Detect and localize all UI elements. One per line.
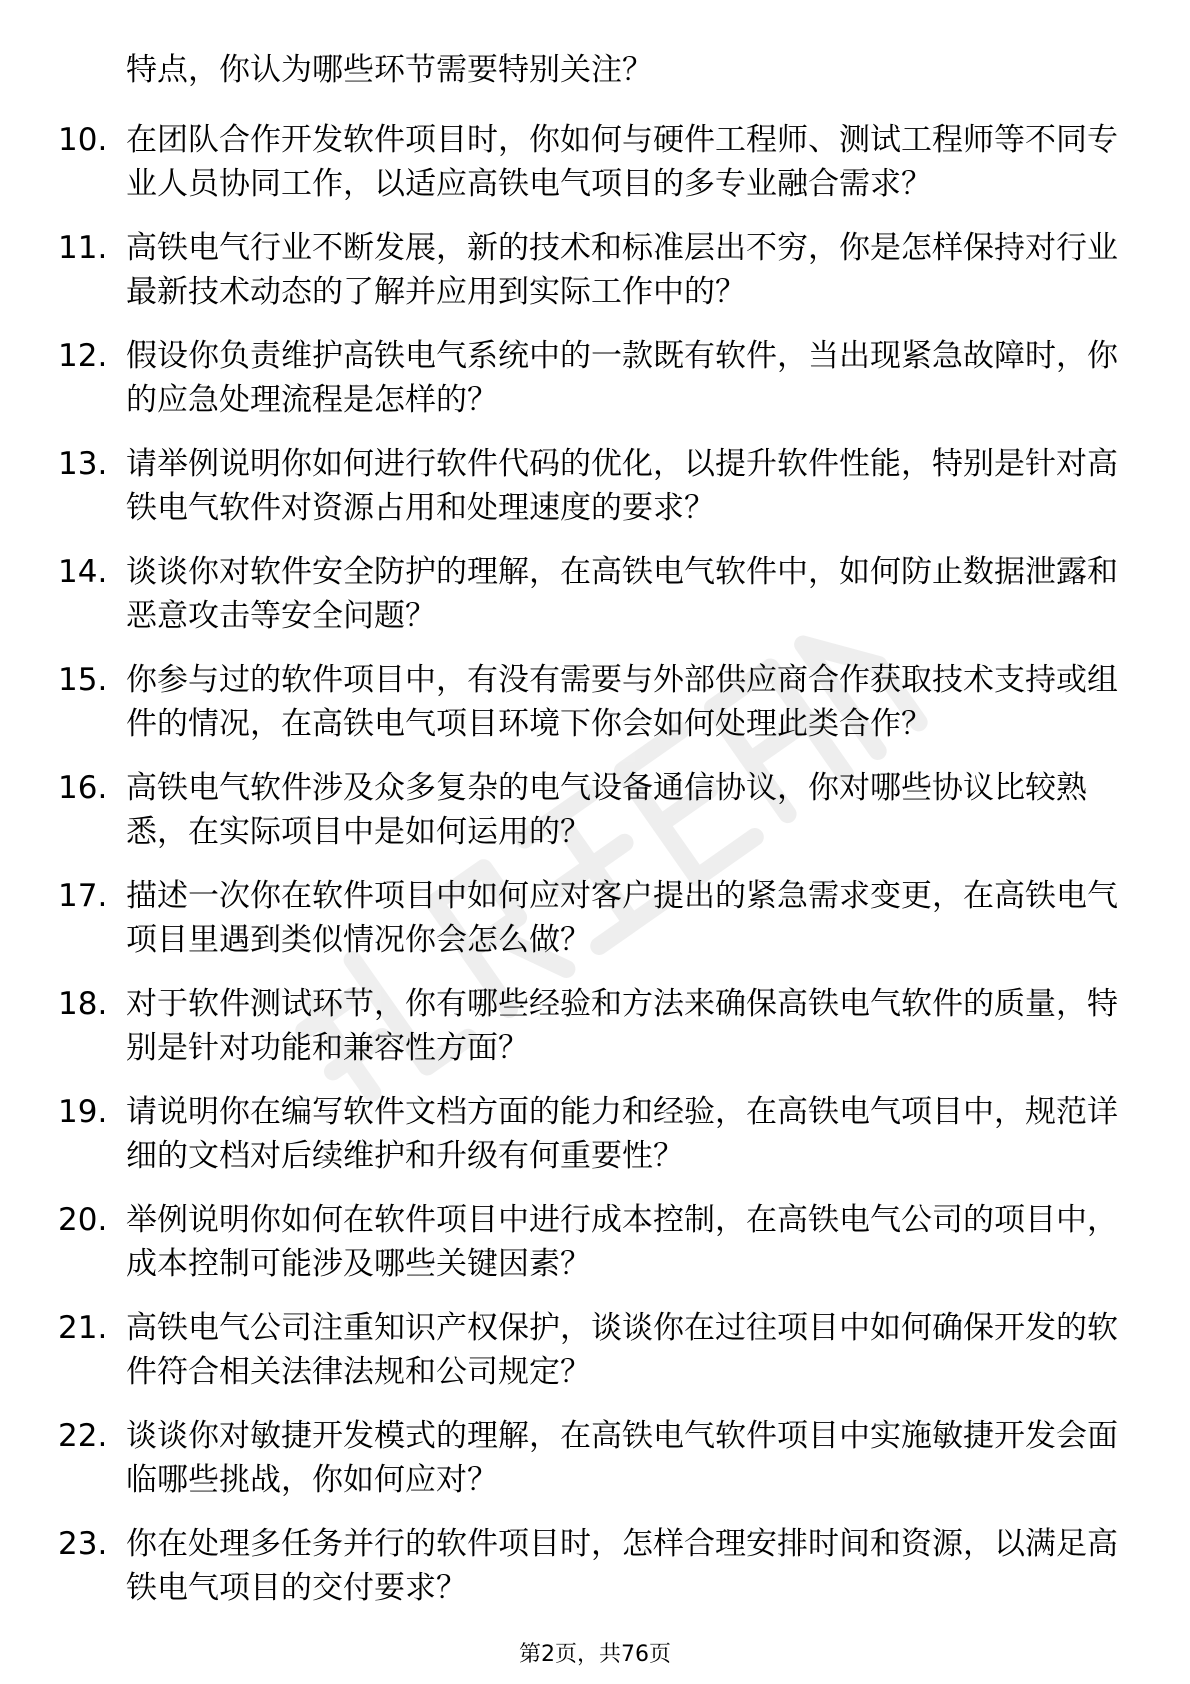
question-number: 16. — [58, 770, 108, 806]
question-text: 假设你负责维护高铁电气系统中的一款既有软件，当出现紧急故障时，你的应急处理流程是怎样的？ — [126, 338, 1118, 418]
question-number: 17. — [58, 878, 108, 914]
question-number: 10. — [58, 122, 108, 158]
question-text: 举例说明你如何在软件项目中进行成本控制，在高铁电气公司的项目中，成本控制可能涉及哪些关键因素？ — [126, 1202, 1118, 1282]
list-item — [0, 1198, 1190, 1286]
question-text: 谈谈你对软件安全防护的理解，在高铁电气软件中，如何防止数据泄露和恶意攻击等安全问题？ — [126, 554, 1118, 634]
question-text: 你在处理多任务并行的软件项目时，怎样合理安排时间和资源，以满足高铁电气项目的交付要求？ — [126, 1526, 1118, 1606]
question-text: 对于软件测试环节，你有哪些经验和方法来确保高铁电气软件的质量，特别是针对功能和兼容性方面？ — [126, 986, 1118, 1066]
question-number: 18. — [58, 986, 108, 1022]
page-number-footer: 第2页，共76页 — [519, 1642, 671, 1667]
question-text: 请说明你在编写软件文档方面的能力和经验，在高铁电气项目中，规范详细的文档对后续维护和升级有何重要性？ — [126, 1094, 1118, 1174]
list-item — [0, 874, 1190, 962]
question-text: 请举例说明你如何进行软件代码的优化，以提升软件性能，特别是针对高铁电气软件对资源占用和处理速度的要求？ — [126, 446, 1118, 526]
list-item — [0, 982, 1190, 1070]
list-item — [0, 442, 1190, 530]
list-item — [0, 1414, 1190, 1502]
list-item — [0, 1522, 1190, 1610]
list-item — [0, 766, 1190, 854]
question-text: 你参与过的软件项目中，有没有需要与外部供应商合作获取技术支持或组件的情况，在高铁电气项目环境下你会如何处理此类合作？ — [126, 662, 1118, 742]
question-text: 在团队合作开发软件项目时，你如何与硬件工程师、测试工程师等不同专业人员协同工作，以适应高铁电气项目的多专业融合需求？ — [126, 122, 1118, 202]
question-number: 21. — [58, 1310, 108, 1346]
question-number: 19. — [58, 1094, 108, 1130]
question-number: 14. — [58, 554, 108, 590]
list-item — [0, 118, 1190, 206]
question-text: 高铁电气行业不断发展，新的技术和标准层出不穷，你是怎样保持对行业最新技术动态的了解并应用到实际工作中的？ — [126, 230, 1118, 310]
list-item — [0, 1090, 1190, 1178]
question-text: 谈谈你对敏捷开发模式的理解，在高铁电气软件项目中实施敏捷开发会面临哪些挑战，你如何应对？ — [126, 1418, 1118, 1498]
question-number: 11. — [58, 230, 108, 266]
question-number: 13. — [58, 446, 108, 482]
question-text: 高铁电气公司注重知识产权保护，谈谈你在过往项目中如何确保开发的软件符合相关法律法规和公司规定？ — [126, 1310, 1118, 1390]
question-text: 高铁电气软件涉及众多复杂的电气设备通信协议，你对哪些协议比较熟悉，在实际项目中是如何运用的？ — [126, 770, 1087, 850]
question-number: 12. — [58, 338, 108, 374]
question-number: 22. — [58, 1418, 108, 1454]
question-list — [0, 118, 1190, 1630]
continued-question-text: 特点，你认为哪些环节需要特别关注？ — [126, 52, 653, 88]
list-item — [0, 1306, 1190, 1394]
question-number: 20. — [58, 1202, 108, 1238]
question-number: 15. — [58, 662, 108, 698]
question-text: 描述一次你在软件项目中如何应对客户提出的紧急需求变更，在高铁电气项目里遇到类似情况你会怎么做？ — [126, 878, 1118, 958]
list-item — [0, 658, 1190, 746]
question-number: 23. — [58, 1526, 108, 1562]
list-item — [0, 550, 1190, 638]
list-item — [0, 226, 1190, 314]
list-item — [0, 334, 1190, 422]
